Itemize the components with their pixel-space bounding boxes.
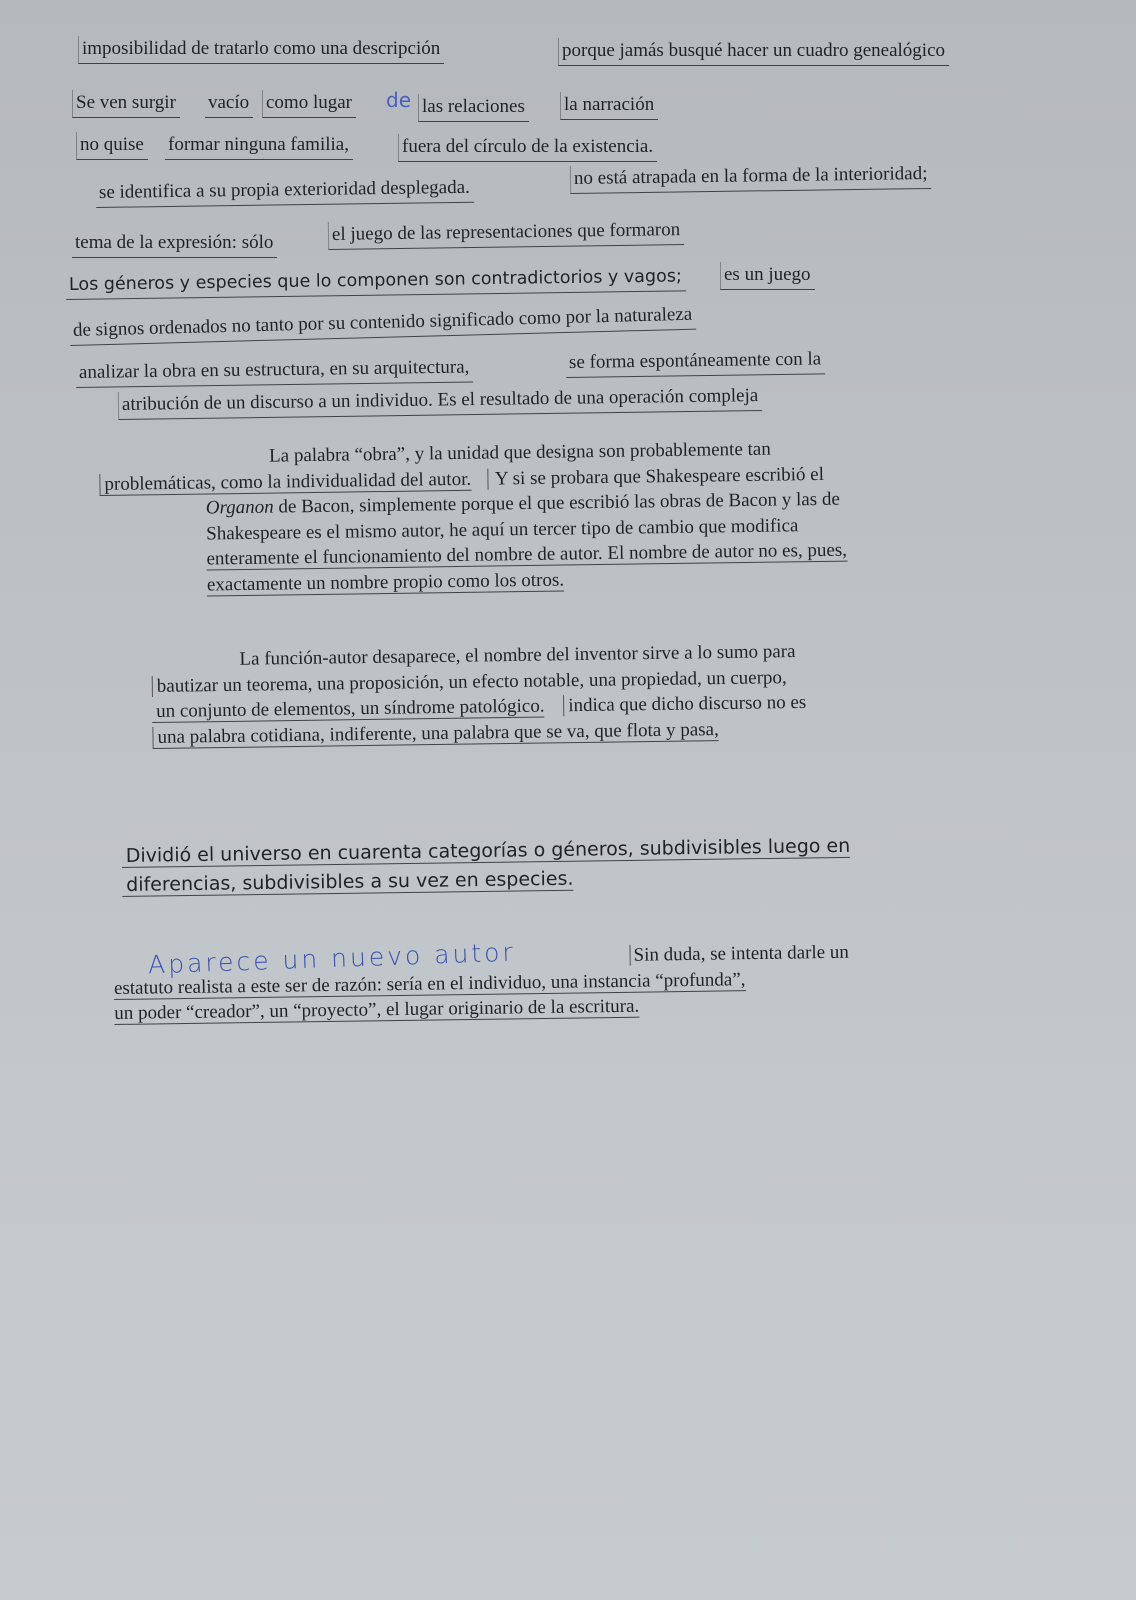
fragment-es-un-juego: es un juego xyxy=(720,262,815,290)
paragraph-funcion-autor xyxy=(151,637,952,750)
handwritten-note: Aparece un nuevo autor xyxy=(147,937,517,980)
fragment-analizar-obra: analizar la obra en su estructura, en su arquitectura, xyxy=(76,354,474,388)
fragment-formar-familia: formar ninguna familia, xyxy=(165,132,353,160)
funcion-line-3b: indica que dicho discurso no es xyxy=(563,692,806,716)
paragraph-obra xyxy=(99,433,1001,599)
fragment-atribucion-discurso: atribución de un discurso a un individuo. Es el resultado de una operación compleja xyxy=(118,383,763,420)
obra-line-3-text: de Bacon, simplemente porque el que escribió las obras de Bacon y las de xyxy=(273,488,840,518)
obra-line-2: problemáticas, como la individualidad del autor. xyxy=(99,468,471,495)
fragment-juego-representaciones: el juego de las representaciones que formaron xyxy=(328,217,685,250)
fragment-se-identifica: se identifica a su propia exterioridad desplegada. xyxy=(96,175,474,208)
fragment-tema-expresion: tema de la expresión: sólo xyxy=(72,230,277,258)
fragment-no-quise: no quise xyxy=(76,132,148,160)
fragment-imposibilidad: imposibilidad de tratarlo como una descripción xyxy=(78,36,444,64)
universo-line-2-text: diferencias, subdivisibles a su vez en especies. xyxy=(122,868,574,897)
obra-line-6-text: exactamente un nombre propio como los otros. xyxy=(206,569,565,596)
fragment-vacio: vacío xyxy=(205,90,253,118)
fragment-la-narracion: la narración xyxy=(560,92,658,120)
paragraph-universo xyxy=(122,831,883,900)
fragment-como-lugar: como lugar xyxy=(262,90,356,118)
funcion-line-4: una palabra cotidiana, indiferente, una palabra que se va, que flota y pasa, xyxy=(152,719,719,749)
universo-line-1-text: Dividió el universo en cuarenta categorías o géneros, subdivisibles luego en xyxy=(122,835,851,868)
estatuto-line-2: estatuto realista a este ser de razón: sería en el individuo, una instancia “profunda”, xyxy=(113,968,746,999)
obra-line-2b: Y si se probara que Shakespeare escribió el xyxy=(488,463,824,489)
estatuto-line-1: Sin duda, se intenta darle un xyxy=(629,942,849,966)
fragment-signos-ordenados: de signos ordenados no tanto por su contenido significado como por la naturaleza xyxy=(70,302,697,346)
organon-italic: Organon xyxy=(205,496,274,519)
funcion-line-1: La función-autor desaparece, el nombre del inventor sirve a lo sumo para xyxy=(239,641,796,670)
obra-line-1: La palabra “obra”, y la unidad que designa son probablemente tan xyxy=(268,438,771,467)
fragment-se-forma: se forma espontáneamente con la xyxy=(566,346,826,378)
fragment-cuadro-genealogico: porque jamás busqué hacer un cuadro genealógico xyxy=(558,38,949,66)
fragment-fuera-circulo: fuera del círculo de la existencia. xyxy=(398,134,657,162)
fragment-generos-especies: Los géneros y especies que lo componen son contradictorios y vagos; xyxy=(66,263,686,300)
handwritten-de: de xyxy=(386,88,411,112)
fragment-interioridad: no está atrapada en la forma de la interioridad; xyxy=(570,161,932,194)
fragment-se-ven-surgir: Se ven surgir xyxy=(72,90,180,118)
paragraph-estatuto xyxy=(113,939,914,1027)
fragment-las-relaciones: las relaciones xyxy=(418,94,529,122)
obra-line-4: Shakespeare es el mismo autor, he aquí un tercer tipo de cambio que modifica xyxy=(206,514,799,545)
estatuto-line-3: un poder “creador”, un “proyecto”, el lugar originario de la escritura. xyxy=(114,995,640,1024)
obra-line-5-text: enteramente el funcionamiento del nombre de autor. El nombre de autor no es, pues, xyxy=(206,539,848,570)
funcion-line-2: bautizar un teorema, una proposición, un efecto notable, una propiedad, un cuerpo, xyxy=(152,667,787,697)
funcion-line-3: un conjunto de elementos, un síndrome patológico. xyxy=(152,696,545,723)
